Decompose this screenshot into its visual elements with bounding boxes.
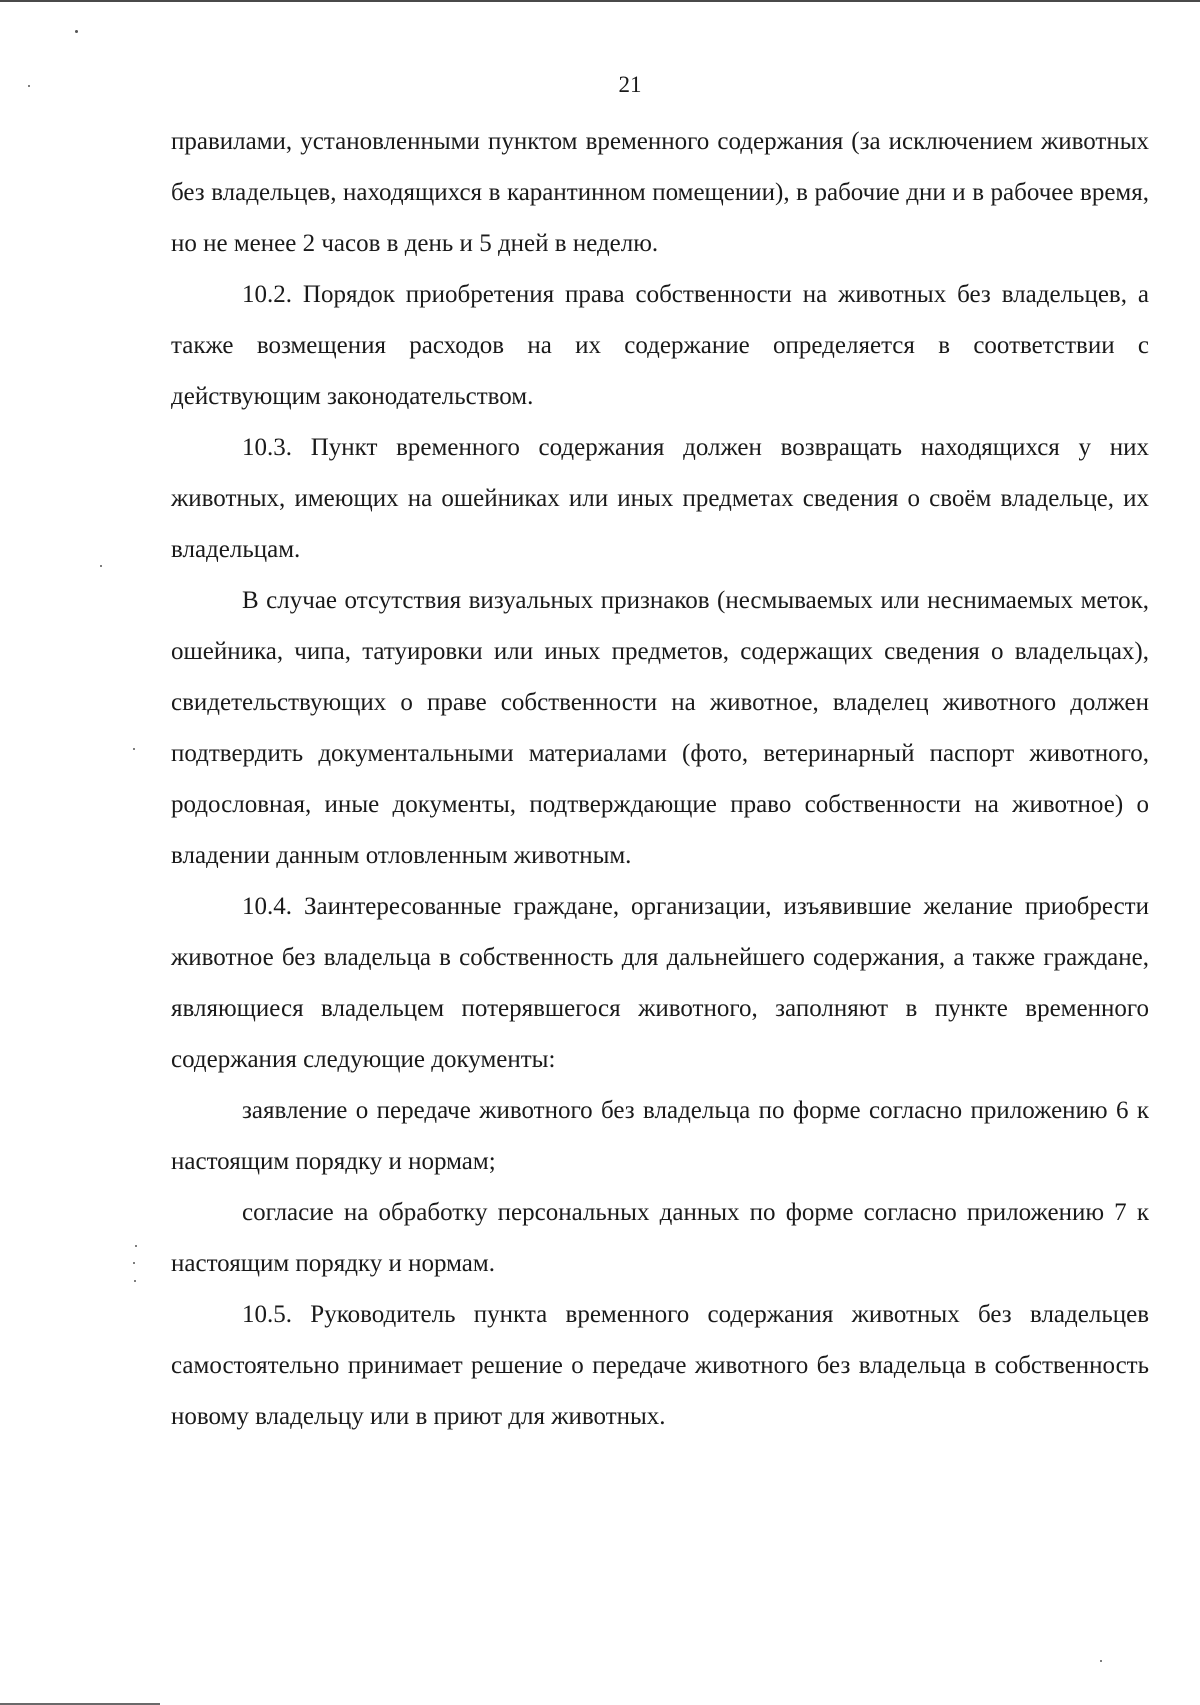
scan-speck xyxy=(134,1280,136,1282)
paragraph-10-3: 10.3. Пункт временного содержания должен возвращать находящихся у них животных, имеющих на ошейниках или иных предметах сведения о своём владельце, их владельцам. xyxy=(171,434,1149,563)
scan-speck xyxy=(75,30,78,33)
scan-speck xyxy=(133,748,135,750)
scan-speck xyxy=(135,1245,137,1247)
paragraph-10-5: 10.5. Руководитель пункта временного содержания животных без владельцев самостоятельно принимает решение о передаче животного без владельца в собственность новому владельцу или в приют для животных. xyxy=(171,1301,1149,1430)
paragraph-10-4: 10.4. Заинтересованные граждане, организации, изъявившие желание приобрести животное без владельца в собственность для дальнейшего содержания, а также граждане, являющиеся владельцем потерявшегося животного, заполняют в пункте временного содержания следующие документы: xyxy=(171,893,1149,1073)
document-body xyxy=(171,116,1149,1442)
paragraph-visual-signs: В случае отсутствия визуальных признаков (несмываемых или неснимаемых меток, ошейника, чипа, татуировки или иных предметов, содержащих сведения о владельцах), свидетельствующих о праве собственности на животное, владелец животного должен подтвердить документальными материалами (фото, ветеринарный паспорт животного, родословная, иные документы, подтверждающие право собственности на животное) о владении данным отловленным животным. xyxy=(171,587,1149,869)
paragraph-application-form: заявление о передаче животного без владельца по форме согласно приложению 6 к настоящим порядку и нормам; xyxy=(171,1097,1149,1175)
page-number: 21 xyxy=(618,72,642,97)
scan-speck xyxy=(28,85,30,87)
scan-speck xyxy=(1100,1660,1102,1662)
scan-speck xyxy=(133,1262,135,1264)
top-border-line xyxy=(0,0,1200,2)
scan-speck xyxy=(100,565,102,567)
paragraph-continuation: правилами, установленными пунктом временного содержания (за исключением животных без владельцев, находящихся в карантинном помещении), в рабочие дни и в рабочее время, но не менее 2 часов в день и 5 дней в неделю. xyxy=(171,128,1149,257)
paragraph-10-2: 10.2. Порядок приобретения права собственности на животных без владельцев, а также возмещения расходов на их содержание определяется в соответствии с действующим законодательством. xyxy=(171,281,1149,410)
paragraph-consent-form: согласие на обработку персональных данных по форме согласно приложению 7 к настоящим порядку и нормам. xyxy=(171,1199,1149,1277)
